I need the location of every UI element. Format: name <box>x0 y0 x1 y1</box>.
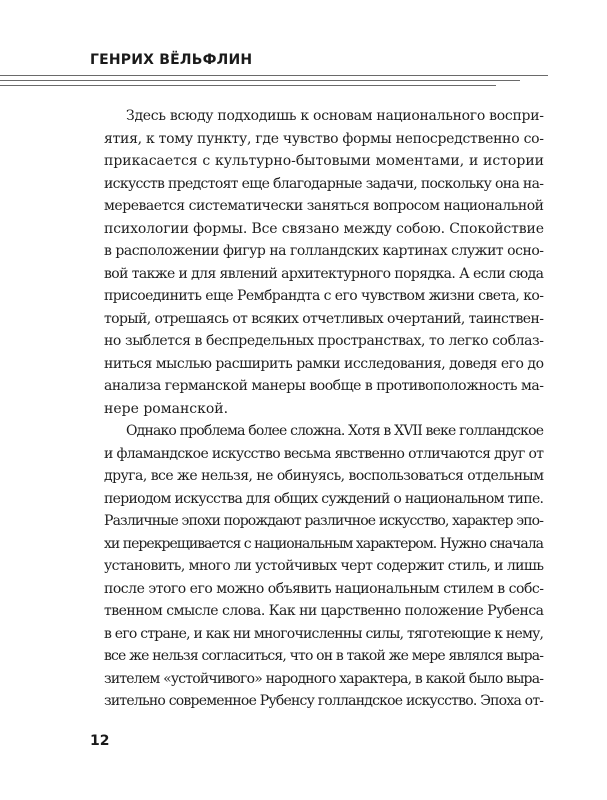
text-line: друга, все же нельзя, не обинуясь, воспользоваться отдельным <box>104 468 544 484</box>
text-line: после этого его можно объявить национальным стилем в собс- <box>104 580 544 597</box>
text-line: в расположении фигур на голландских картинах служит осно- <box>104 243 544 259</box>
running-title: ГЕНРИХ ВЁЛЬФЛИН <box>90 52 253 68</box>
text-line: зительно современное Рубенсу голландское искусство. Эпоха от- <box>104 693 544 709</box>
text-line: психологии формы. Все связано между собою. Спокойствие <box>104 220 544 237</box>
text-line: ятия, к тому пункту, где чувство формы непосредственно со- <box>104 130 544 147</box>
text-line: присоединить еще Рембрандта с его чувством жизни света, ко- <box>104 288 544 304</box>
text-line: Различные эпохи порождают различное искусство, характер эпо- <box>104 513 544 529</box>
header-rule <box>0 80 520 81</box>
text-line: в его стране, и как ни многочисленны силы, тяготеющие к нему, <box>104 625 544 642</box>
text-line: меревается систематически заняться вопросом национальной <box>104 198 544 214</box>
text-line: торый, отрешаясь от всяких отчетливых очертаний, таинствен- <box>104 310 544 327</box>
text-line: искусств предстоят еще благодарные задачи, поскольку она на- <box>104 175 544 192</box>
text-line: и фламандское искусство весьма явственно отличаются друг от <box>104 445 544 462</box>
text-line: вой также и для явлений архитектурного порядка. А если сюда <box>104 265 544 282</box>
text-line: периодом искусства для общих суждений о национальном типе. <box>104 490 544 507</box>
text-line: твенном смысле слова. Как ни царственно положение Рубенса <box>104 603 544 619</box>
text-line: ниться мыслью расширить рамки исследования, доведя его до <box>104 355 544 372</box>
text-line: нере романской. <box>104 400 229 417</box>
header-rule <box>0 85 496 86</box>
text-line: анализа германской манеры вообще в противоположность ма- <box>104 378 544 394</box>
text-line: но зыблется в беспредельных пространствах, то легко соблаз- <box>104 333 544 349</box>
paragraph-1 <box>104 105 544 420</box>
paragraph-2 <box>104 420 544 713</box>
header-rule <box>0 75 548 76</box>
text-line: все же нельзя согласиться, что он в такой же мере являлся выра- <box>104 648 544 664</box>
text-line: прикасается с культурно-бытовыми моментами, и истории <box>104 153 544 169</box>
text-line: зителем «устойчивого» народного характера, в какой было выра- <box>104 670 544 687</box>
page-number: 12 <box>90 733 110 749</box>
text-line: Однако проблема более сложна. Хотя в XVII веке голландское <box>126 423 544 439</box>
text-line: Здесь всюду подходишь к основам национального воспри- <box>126 108 544 124</box>
text-line: хи перекрещивается с национальным характером. Нужно сначала <box>104 535 544 552</box>
body-text <box>104 105 544 713</box>
text-line: установить, много ли устойчивых черт содержит стиль, и лишь <box>104 558 544 574</box>
